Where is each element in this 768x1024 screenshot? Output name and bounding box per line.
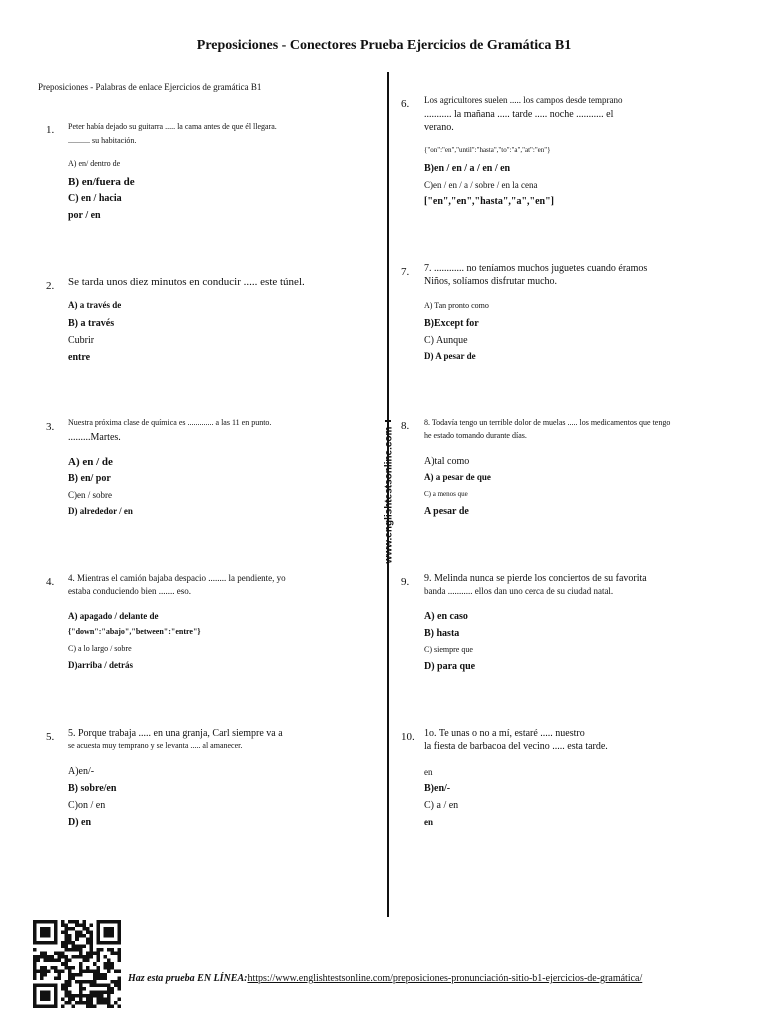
option[interactable]: por / en [68, 210, 101, 221]
question-number: 1. [46, 124, 55, 136]
question-number: 6. [401, 98, 410, 110]
question-stem-line: 4. Mientras el camión bajaba despacio ........ la pendiente, yo [68, 573, 286, 583]
option[interactable]: A) en / de [68, 456, 113, 468]
question-number: 10. [401, 731, 415, 743]
option[interactable]: D) alrededor / en [68, 506, 133, 516]
question-stem-line: la fiesta de barbacoa del vecino ..... esta tarde. [424, 741, 608, 752]
option[interactable]: Cubrir [68, 335, 95, 346]
option[interactable]: A)tal como [424, 456, 470, 467]
question-stem-line: ........... la mañana ..... tarde ..... noche ........... el [424, 109, 614, 120]
question-stem-line: Los agricultores suelen ..... los campos desde temprano [424, 95, 623, 105]
question-stem-line: Nuestra próxima clase de química es ............. a las 11 en punto. [68, 418, 272, 427]
option[interactable]: A) a través de [68, 300, 122, 310]
divider-tick [385, 420, 391, 422]
qr-code-icon[interactable] [33, 920, 121, 1008]
option[interactable]: C) siempre que [424, 645, 473, 654]
option[interactable]: B) hasta [424, 628, 460, 639]
option[interactable]: D)arriba / detrás [68, 660, 133, 670]
question-stem-line: 7. ............ no teníamos muchos juguetes cuando éramos [424, 263, 648, 274]
question-stem-line: verano. [424, 122, 454, 133]
footer-label: Haz esta prueba EN LÍNEA: [128, 973, 248, 984]
option[interactable]: B) a través [68, 318, 115, 329]
option[interactable]: C)en / en / a / sobre / en la cena [424, 180, 538, 190]
site-watermark: www.englishtestsonline.com [383, 426, 395, 564]
option[interactable]: B)en/- [424, 783, 451, 794]
question-stem-line: Peter había dejado su guitarra ..... la cama antes de que él llegara. [68, 122, 277, 131]
question-stem-line: he estado tomando durante días. [424, 431, 527, 440]
question-number: 5. [46, 731, 55, 743]
option[interactable]: A) a pesar de que [424, 472, 491, 482]
document-title: Preposiciones - Conectores Prueba Ejercicios de Gramática B1 [196, 38, 572, 53]
question-stem-line: 1o. Te unas o no a mí, estaré ..... nuestro [424, 728, 585, 739]
option[interactable]: B)en / en / a / en / en [424, 163, 511, 174]
option[interactable]: B) en/ por [68, 473, 111, 484]
option[interactable]: D) para que [424, 661, 476, 672]
option[interactable]: B) sobre/en [68, 783, 117, 794]
question-stem-line: Niños, solíamos disfrutar mucho. [424, 276, 558, 287]
option[interactable]: C) a / en [424, 800, 459, 811]
option[interactable]: {"on":"en","until":"hasta","to":"a","at":"en"} [424, 146, 551, 154]
option[interactable]: C) a menos que [424, 490, 468, 498]
question-number: 2. [46, 280, 55, 292]
document-subtitle: Preposiciones - Palabras de enlace Ejercicios de gramática B1 [38, 82, 262, 92]
option[interactable]: C) en / hacia [68, 193, 122, 204]
option[interactable]: A)en/- [68, 766, 95, 777]
question-number: 3. [46, 421, 55, 433]
option[interactable]: entre [68, 352, 91, 363]
option[interactable]: A) en caso [424, 611, 468, 622]
option[interactable]: A) en/ dentro de [68, 159, 121, 168]
option[interactable]: C)en / sobre [68, 490, 112, 500]
question-number: 9. [401, 576, 410, 588]
question-stem-line: 8. Todavía tengo un terrible dolor de muelas ..... los medicamentos que tengo [424, 418, 671, 427]
question-stem-line: ........... su habitación. [68, 136, 137, 145]
option[interactable]: A) Tan pronto como [424, 301, 489, 310]
question-number: 7. [401, 266, 410, 278]
question-stem-line: .........Martes. [68, 432, 121, 443]
question-stem-line: Se tarda unos diez minutos en conducir ..... este túnel. [68, 276, 305, 288]
option[interactable]: ["en","en","hasta","a","en"] [424, 196, 554, 207]
online-test-link[interactable]: https://www.englishtestsonline.com/preposiciones-pronunciación-sitio-b1-ejercicios-de-gramática/ [247, 973, 643, 984]
question-stem-line: 9. Melinda nunca se pierde los conciertos de su favorita [424, 573, 647, 584]
footer [128, 972, 648, 985]
option[interactable]: C) a lo largo / sobre [68, 644, 132, 653]
question-stem-line: estaba conduciendo bien ....... eso. [68, 586, 191, 596]
question-stem-line: 5. Porque trabaja ..... en una granja, Carl siempre va a [68, 728, 283, 739]
option[interactable]: D) A pesar de [424, 351, 476, 361]
option[interactable]: en [424, 767, 433, 777]
option[interactable]: A) apagado / delante de [68, 611, 159, 621]
option[interactable]: {"down":"abajo","between":"entre"} [68, 627, 201, 636]
option[interactable]: A pesar de [424, 506, 469, 517]
option[interactable]: C)on / en [68, 800, 106, 811]
question-stem-line: banda ........... ellos dan uno cerca de su ciudad natal. [424, 586, 614, 596]
question-stem-line: se acuesta muy temprano y se levanta ..... al amanecer. [68, 741, 243, 750]
option[interactable]: B)Except for [424, 318, 479, 329]
option[interactable]: en [424, 817, 433, 827]
question-number: 4. [46, 576, 55, 588]
option[interactable]: D) en [68, 817, 92, 828]
question-number: 8. [401, 420, 410, 432]
option[interactable]: B) en/fuera de [68, 176, 135, 188]
option[interactable]: C) Aunque [424, 335, 468, 346]
